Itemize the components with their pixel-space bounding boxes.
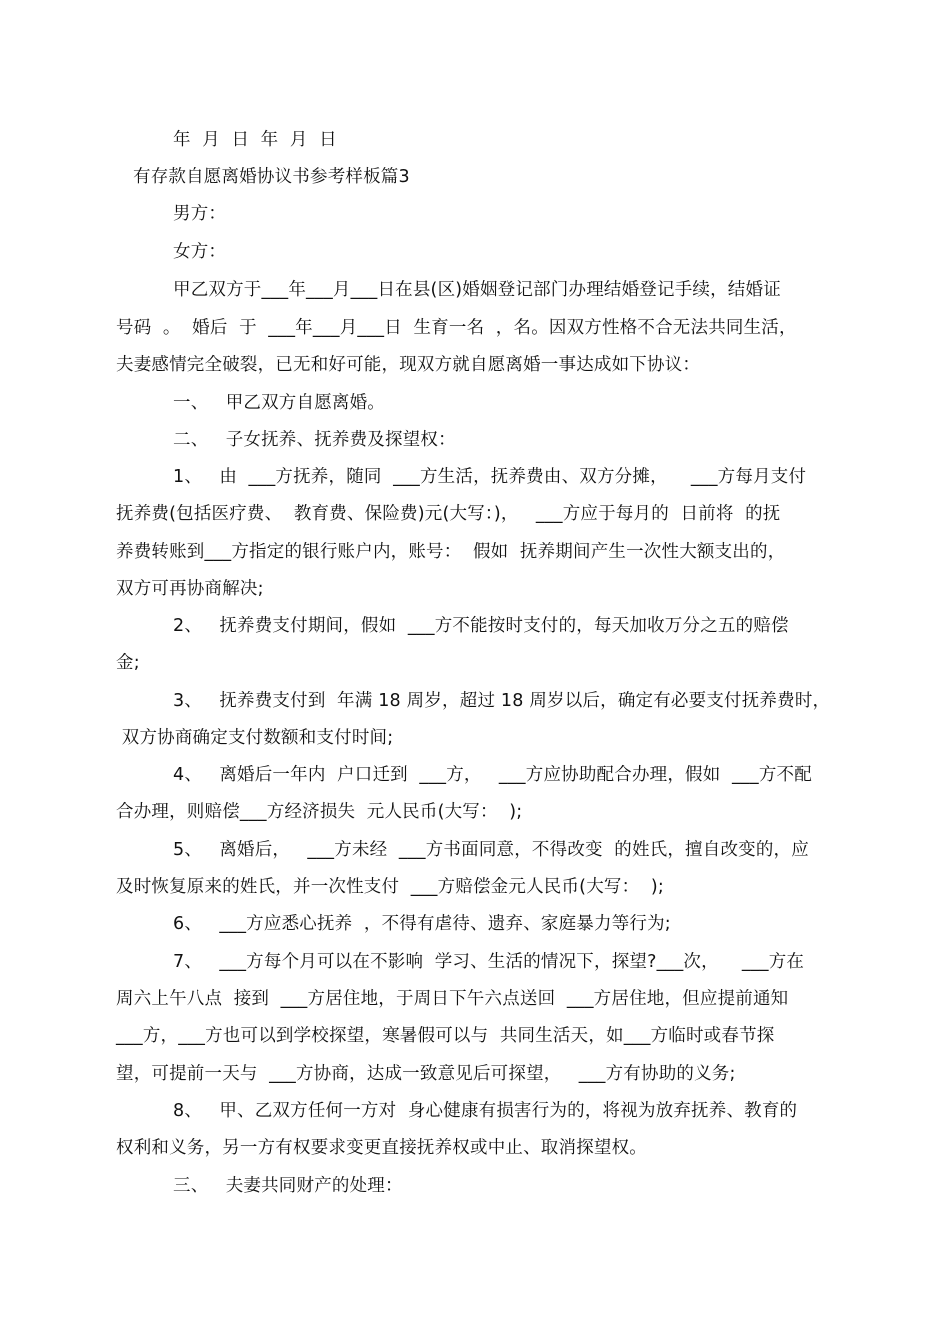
clause-heading: 三、 夫妻共同财产的处理：	[173, 1176, 403, 1196]
body-line: 6、 ___方应悉心抚养 ，不得有虐待、遗弃、家庭暴力等行为;	[173, 914, 671, 934]
body-line: 双方可再协商解决;	[116, 579, 264, 599]
body-line: 夫妻感情完全破裂，已无和好可能，现双方就自愿离婚一事达成如下协议：	[116, 355, 701, 375]
body-line: 金;	[116, 653, 140, 673]
body-line: 周六上午八点 接到 ___方居住地，于周日下午六点送回 ___方居住地，但应提前通知	[116, 989, 789, 1009]
body-line: 权利和义务，另一方有权要求变更直接抚养权或中止、取消探望权。	[116, 1138, 647, 1158]
body-line: 望，可提前一天与 ___方协商，达成一致意见后可探望， ___方有协助的义务;	[116, 1064, 736, 1084]
body-line: 双方协商确定支付数额和支付时间;	[116, 728, 394, 748]
body-line: 8、 甲、乙双方任何一方对 身心健康有损害行为的，将视为放弃抚养、教育的	[173, 1101, 798, 1121]
body-line: 7、 ___方每个月可以在不影响 学习、生活的情况下，探望?___次， ___方在	[173, 952, 805, 972]
body-line: 合办理，则赔偿___方经济损失 元人民币(大写： );	[116, 802, 523, 822]
body-line: 4、 离婚后一年内 户口迁到 ___方， ___方应协助配合办理，假如 ___方不配	[173, 765, 812, 785]
body-line: 5、 离婚后， ___方未经 ___方书面同意，不得改变 的姓氏，擅自改变的，应	[173, 840, 809, 860]
clause-heading: 二、 子女抚养、抚养费及探望权：	[173, 430, 456, 450]
female-party-label: 女方：	[173, 242, 227, 262]
date-line: 年 月 日 年 月 日	[173, 130, 337, 150]
body-line: 3、 抚养费支付到 年满 18 周岁，超过 18 周岁以后，确定有必要支付抚养费时，	[173, 691, 831, 711]
body-line: 1、 由 ___方抚养，随同 ___方生活，抚养费由、双方分摊， ___方每月支付	[173, 467, 807, 487]
section-title: 有存款自愿离婚协议书参考样板篇3	[133, 167, 410, 187]
body-line: 及时恢复原来的姓氏，并一次性支付 ___方赔偿金元人民币(大写： );	[116, 877, 664, 897]
body-line: 号码 。 婚后 于 ___年___月___日 生育一名 ，名。因双方性格不合无法共同生活，	[116, 318, 797, 338]
clause-heading: 一、 甲乙双方自愿离婚。	[173, 393, 385, 413]
body-line: 抚养费(包括医疗费、 教育费、保险费)元(大写：)， ___方应于每月的 日前将 的抚	[116, 504, 781, 524]
male-party-label: 男方：	[173, 204, 227, 224]
body-line: 甲乙双方于___年___月___日在县(区)婚姻登记部门办理结婚登记手续，结婚证	[173, 280, 781, 300]
body-line: ___方，___方也可以到学校探望，寒暑假可以与 共同生活天，如___方临时或春节探	[116, 1026, 775, 1046]
body-line: 2、 抚养费支付期间，假如 ___方不能按时支付的，每天加收万分之五的赔偿	[173, 616, 789, 636]
body-line: 养费转账到___方指定的银行账户内，账号： 假如 抚养期间产生一次性大额支出的，	[116, 542, 786, 562]
